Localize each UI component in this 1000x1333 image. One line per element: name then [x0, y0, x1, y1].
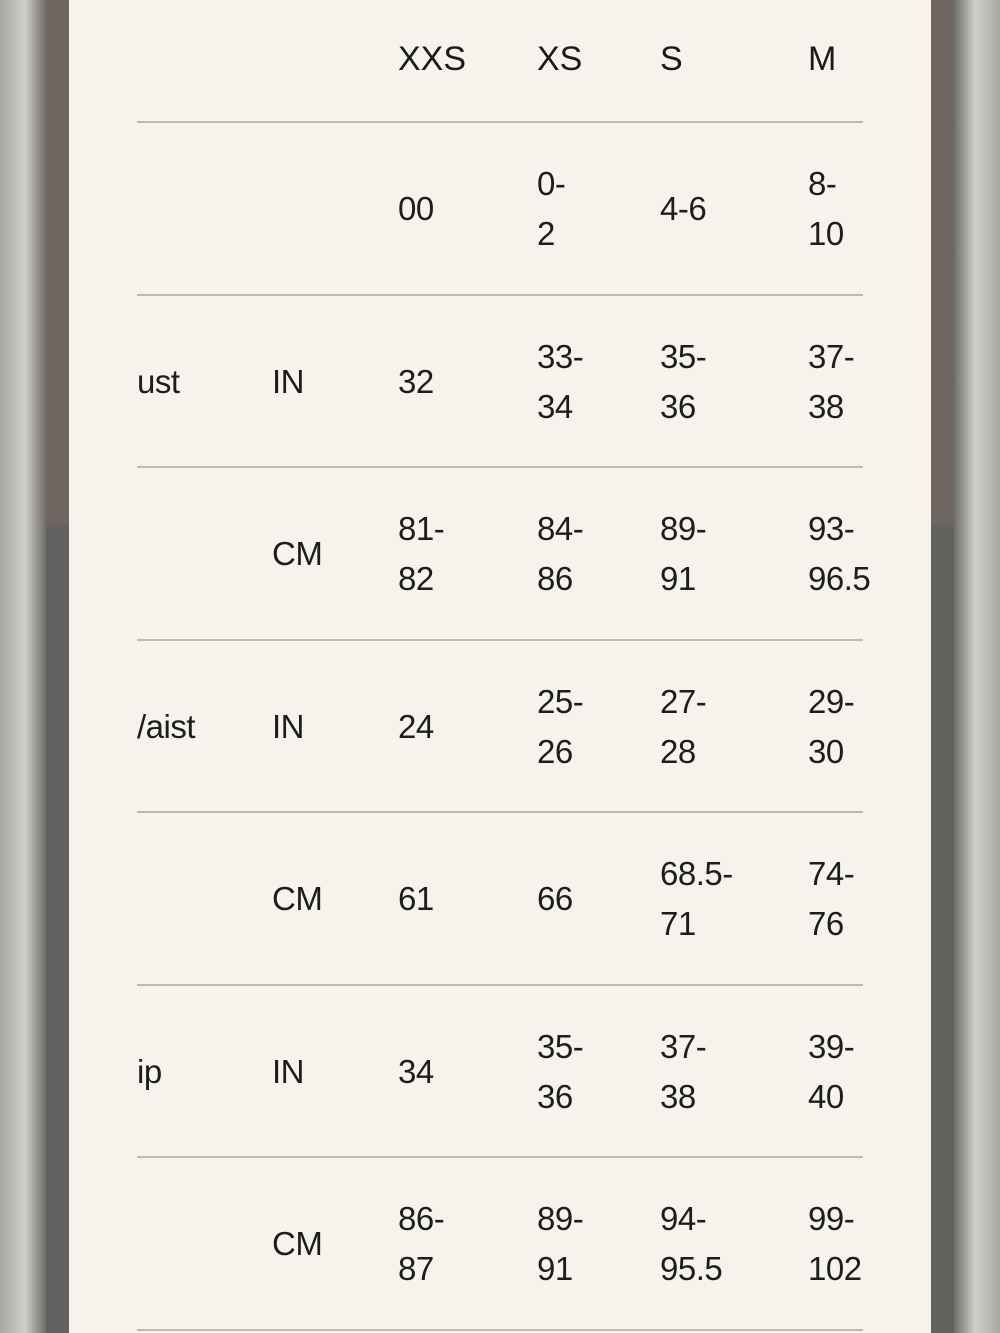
size-value-xs: 33- 34	[537, 337, 584, 425]
size-value-m: 29- 30	[808, 682, 855, 770]
size-chart-table	[137, 0, 931, 1333]
size-value-s: 27- 28	[660, 682, 707, 770]
unit-label: CM	[272, 535, 323, 573]
size-value-xs: 35- 36	[537, 1027, 584, 1115]
size-value-m: 93- 96.5	[808, 510, 871, 598]
size-value-s: 94- 95.5	[660, 1200, 723, 1288]
size-value-xxs: 00	[398, 190, 434, 228]
size-value-xxs: 86- 87	[398, 1200, 445, 1288]
header-size-s: S	[660, 40, 683, 78]
unit-label: IN	[272, 362, 304, 400]
table-row	[137, 641, 863, 814]
size-value-xxs: 61	[398, 880, 434, 918]
header-size-xs: XS	[537, 40, 583, 78]
unit-label: CM	[272, 1225, 323, 1263]
size-value-s: 37- 38	[660, 1027, 707, 1115]
size-value-m: 74- 76	[808, 855, 855, 943]
table-header-row	[137, 0, 863, 123]
size-value-s: 4-6	[660, 190, 707, 228]
table-row	[137, 296, 863, 469]
size-value-xs: 0- 2	[537, 165, 566, 253]
size-value-xs: 66	[537, 880, 573, 918]
size-value-xxs: 34	[398, 1052, 434, 1090]
size-value-xs: 89- 91	[537, 1200, 584, 1288]
table-row	[137, 468, 871, 641]
size-value-s: 68.5- 71	[660, 855, 733, 943]
table-row	[137, 1158, 863, 1331]
size-value-m: 8- 10	[808, 165, 844, 253]
size-value-xxs: 81- 82	[398, 510, 445, 598]
size-value-s: 35- 36	[660, 337, 707, 425]
size-value-m: 37- 38	[808, 337, 855, 425]
measurement-label: /aist	[137, 707, 196, 745]
row-divider	[137, 1329, 863, 1331]
header-size-xxs: XXS	[398, 40, 467, 78]
table-row	[137, 813, 863, 986]
table-row	[137, 986, 863, 1159]
size-value-xxs: 24	[398, 707, 434, 745]
measurement-label: ust	[137, 362, 180, 400]
unit-label: IN	[272, 707, 304, 745]
size-value-m: 99- 102	[808, 1200, 862, 1288]
size-value-xs: 25- 26	[537, 682, 584, 770]
size-value-xxs: 32	[398, 362, 434, 400]
unit-label: IN	[272, 1052, 304, 1090]
size-chart-sheet	[69, 0, 931, 1333]
measurement-label: ip	[137, 1052, 162, 1090]
table-row	[137, 123, 863, 296]
size-value-xs: 84- 86	[537, 510, 584, 598]
size-value-s: 89- 91	[660, 510, 707, 598]
unit-label: CM	[272, 880, 323, 918]
size-value-m: 39- 40	[808, 1027, 855, 1115]
header-size-m: M	[808, 40, 837, 78]
